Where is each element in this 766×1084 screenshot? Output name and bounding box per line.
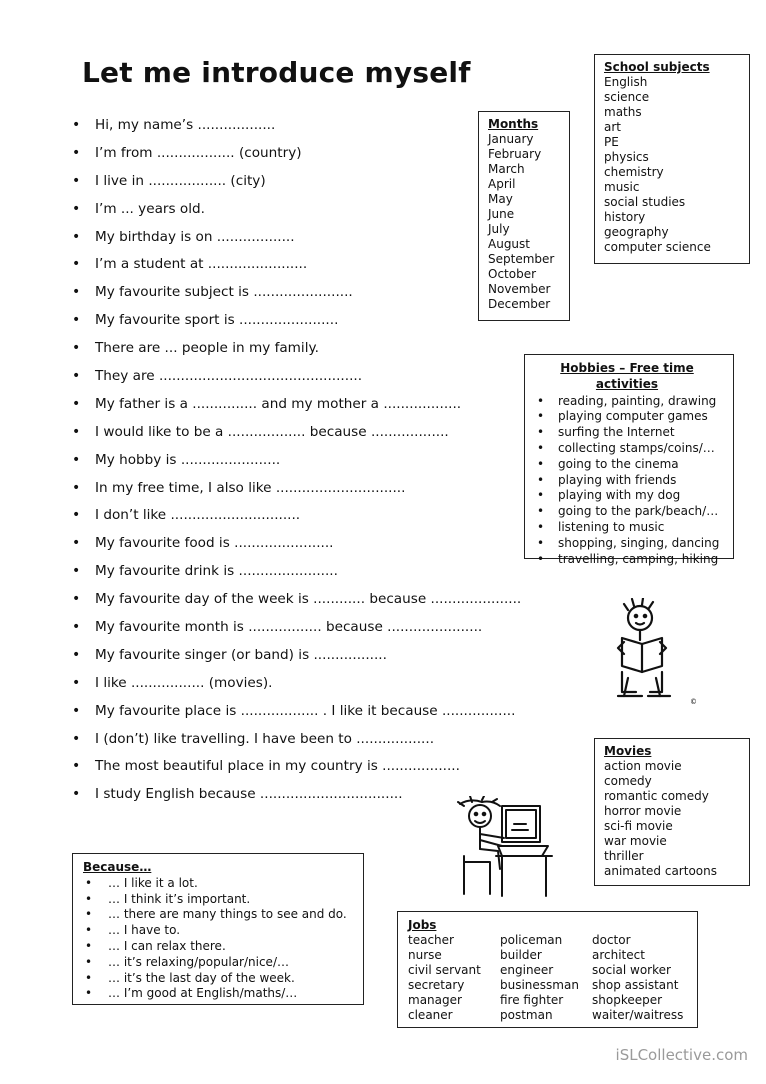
job-item: shopkeeper [592,993,663,1007]
month-item: September [488,252,555,266]
job-item: builder [500,948,542,962]
months-heading: Months [488,117,539,131]
job-item: postman [500,1008,553,1022]
hobby-item: • playing with friends [531,473,733,489]
child-reading-illustration [598,598,698,708]
school-subjects-box [594,54,750,264]
month-item: August [488,237,530,251]
movies-list [604,759,749,879]
jobs-box [397,911,698,1028]
hobby-item: • surfing the Internet [531,425,733,441]
jobs-row [408,963,683,978]
subject-item: physics [604,150,649,164]
sentence-item: • There are ... people in my family. [72,339,521,367]
sentence-item: • I study English because ................................. [72,785,521,813]
hobby-item: • reading, painting, drawing [531,394,733,410]
job-item: manager [408,993,462,1007]
subject-item: science [604,90,650,104]
sentence-item: • My father is a ............... and my mother a .................. [72,395,521,423]
hobby-item: • playing computer games [531,409,733,425]
jobs-table [408,933,683,1023]
because-item: • … I’m good at English/maths/… [83,986,363,1002]
hobby-item: • travelling, camping, hiking [531,552,733,568]
subject-item: PE [604,135,619,149]
jobs-heading: Jobs [408,918,437,932]
jobs-row [408,993,683,1008]
sentence-item: • I like ................. (movies). [72,674,521,702]
sentence-item: • My favourite place is .................. . I like it because ................. [72,702,521,730]
hobby-item: • shopping, singing, dancing [531,536,733,552]
month-item: April [488,177,516,191]
subject-item: English [604,75,648,89]
sentence-item: • The most beautiful place in my country is .................. [72,757,521,785]
job-item: architect [592,948,645,962]
job-item: civil servant [408,963,481,977]
sentence-item: • I’m ... years old. [72,200,521,228]
movie-item: action movie [604,759,682,773]
month-item: January [488,132,534,146]
job-item: fire fighter [500,993,564,1007]
month-item: June [488,207,515,221]
sentence-item: • My favourite food is ....................... [72,534,521,562]
jobs-row [408,1008,683,1023]
month-item: May [488,192,513,206]
sentence-item: • My favourite day of the week is ............ because ..................... [72,590,521,618]
subject-item: music [604,180,640,194]
job-item: waiter/waitress [592,1008,684,1022]
because-item: • … I think it’s important. [83,892,363,908]
job-item: engineer [500,963,554,977]
movie-item: horror movie [604,804,682,818]
school-subjects-list [604,75,749,255]
subject-item: social studies [604,195,686,209]
jobs-row [408,978,683,993]
sentence-item: • Hi, my name’s .................. [72,116,521,144]
because-item: • … I have to. [83,923,363,939]
movies-box [594,738,750,886]
month-item: February [488,147,542,161]
month-item: March [488,162,525,176]
sentence-item: • I don’t like .............................. [72,506,521,534]
job-item: doctor [592,933,631,947]
page-title: Let me introduce myself [82,56,471,89]
child-computer-illustration [452,796,562,900]
hobby-item: • playing with my dog [531,488,733,504]
month-item: December [488,297,551,311]
sentence-item: • My favourite singer (or band) is ................. [72,646,521,674]
movie-item: sci-fi movie [604,819,673,833]
job-item: shop assistant [592,978,679,992]
because-item: • … I can relax there. [83,939,363,955]
watermark: iSLCollective.com [615,1046,748,1064]
because-box [72,853,364,1005]
job-item: nurse [408,948,442,962]
movie-item: thriller [604,849,644,863]
subject-item: computer science [604,240,711,254]
job-item: social worker [592,963,671,977]
sentence-item: • My favourite drink is ....................... [72,562,521,590]
sentence-item: • I live in .................. (city) [72,172,521,200]
sentence-item: • My favourite month is ................. because ...................... [72,618,521,646]
job-item: teacher [408,933,454,947]
svg-text:©: © [690,698,697,706]
sentence-item: • I’m from .................. (country) [72,144,521,172]
sentence-item: • In my free time, I also like .............................. [72,479,521,507]
subject-item: maths [604,105,642,119]
because-heading: Because… [83,860,152,874]
hobbies-box [524,354,734,566]
month-item: October [488,267,537,281]
school-subjects-heading: School subjects [604,60,710,74]
movie-item: comedy [604,774,652,788]
hobby-item: • going to the park/beach/… [531,504,733,520]
month-item: November [488,282,551,296]
sentence-item: • My favourite sport is ....................... [72,311,521,339]
jobs-row [408,948,683,963]
month-item: July [488,222,510,236]
months-list [488,132,569,312]
months-box [478,111,570,321]
movie-item: war movie [604,834,667,848]
job-item: policeman [500,933,563,947]
sentence-item: • I would like to be a .................. because .................. [72,423,521,451]
subject-item: geography [604,225,669,239]
sentence-item: • They are ............................................... [72,367,521,395]
job-item: secretary [408,978,465,992]
job-item: cleaner [408,1008,453,1022]
hobbies-heading: Hobbies – Free time activities [560,361,694,391]
subject-item: art [604,120,621,134]
because-item: • … it’s the last day of the week. [83,971,363,987]
because-item: • … it’s relaxing/popular/nice/… [83,955,363,971]
sentence-item: • My hobby is ....................... [72,451,521,479]
because-list [83,876,363,1002]
subject-item: history [604,210,646,224]
sentence-item: • My favourite subject is ....................... [72,283,521,311]
sentence-list [72,116,521,813]
hobby-item: • collecting stamps/coins/… [531,441,733,457]
hobbies-list [531,394,733,568]
jobs-row [408,933,683,948]
job-item: businessman [500,978,579,992]
sentence-item: • I’m a student at ....................... [72,255,521,283]
sentence-item: • I (don’t) like travelling. I have been to .................. [72,730,521,758]
hobby-item: • listening to music [531,520,733,536]
because-item: • … there are many things to see and do. [83,907,363,923]
subject-item: chemistry [604,165,664,179]
sentence-item: • My birthday is on .................. [72,228,521,256]
movie-item: romantic comedy [604,789,709,803]
movie-item: animated cartoons [604,864,717,878]
because-item: • … I like it a lot. [83,876,363,892]
movies-heading: Movies [604,744,652,758]
hobby-item: • going to the cinema [531,457,733,473]
